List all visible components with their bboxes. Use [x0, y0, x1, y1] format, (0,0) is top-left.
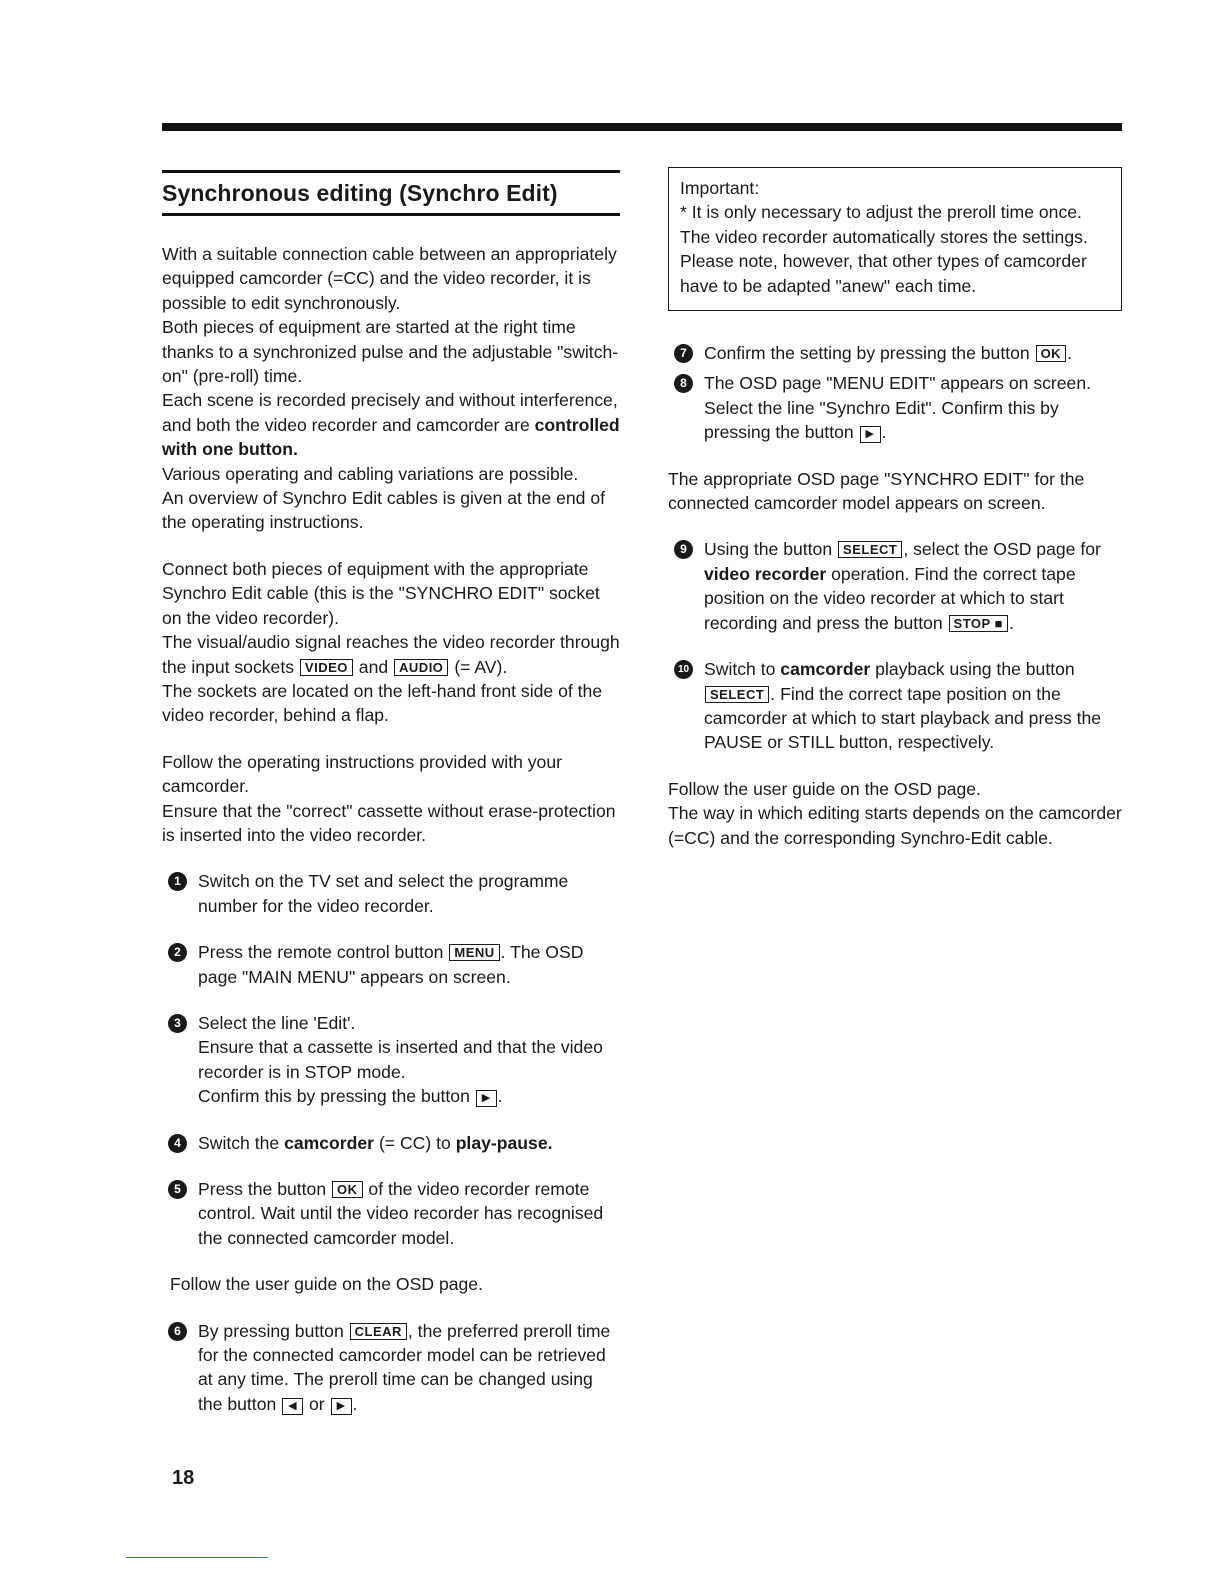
step-1 — [162, 869, 620, 918]
step-6: 6 By pressing button CLEAR , the preferred preroll time for the connected camcorder model can be retrieved at any time. The preroll time can be changed using the button ◀ or ▶ . — [162, 1319, 620, 1417]
step-10: 10 Switch to camcorder playback using the button SELECT . Find the correct tape position on the camcorder at which to start playback and press the PAUSE or STILL button, respectively. — [668, 657, 1122, 755]
intro-paragraph-4: Various operating and cabling variations are possible. — [162, 463, 579, 484]
title-rule-bottom — [162, 213, 620, 216]
step-number-10: 10 — [674, 660, 693, 679]
step-4: 4 Switch the camcorder (= CC) to play-pause. — [162, 1131, 620, 1155]
intro-paragraph-5: An overview of Synchro Edit cables is given at the end of the operating instructions. — [162, 488, 606, 533]
intro-block — [162, 242, 620, 535]
step-number-5: 5 — [168, 1180, 187, 1199]
step-2: 2 Press the remote control button MENU . The OSD page "MAIN MENU" appears on screen. — [162, 940, 620, 989]
left-column — [162, 170, 620, 1416]
step-5: 5 Press the button OK of the video recorder remote control. Wait until the video recorder has recognised the connected camcorder model. — [162, 1177, 620, 1250]
connect-block — [162, 557, 620, 728]
step-9: 9 Using the button SELECT , select the OSD page for video recorder operation. Find the correct tape position on the video recorder at which to start recording and press the button STOP ■ . — [668, 537, 1122, 635]
intro-paragraph-1: With a suitable connection cable between an appropriately equipped camcorder (=CC) and the video recorder, it is possible to edit synchronously. — [162, 244, 617, 313]
connect-paragraph-2: The visual/audio signal reaches the video recorder through the input sockets VIDEO and AUDIO (= AV). — [162, 632, 620, 677]
clear-button: CLEAR — [350, 1323, 407, 1340]
important-text: * It is only necessary to adjust the preroll time once. The video recorder automatically stores the settings. Please note, however, that other types of camcorder have to be adapted "anew" each time. — [680, 202, 1088, 296]
step-8: 8 The OSD page "MENU EDIT" appears on screen. Select the line "Synchro Edit". Confirm this by pressing the button ▶ . — [668, 371, 1122, 444]
closing-paragraph-2: The way in which editing starts depends on the camcorder (=CC) and the corresponding Synchro-Edit cable. — [668, 803, 1122, 848]
step-3: 3 Select the line 'Edit'. Ensure that a cassette is inserted and that the video recorder is in STOP mode. Confirm this by pressing the button ▶ . — [162, 1011, 620, 1109]
step-number-4: 4 — [168, 1134, 187, 1153]
title-rule-top — [162, 170, 620, 173]
forward-button: ▶ — [331, 1398, 352, 1415]
follow-paragraph-2: Ensure that the "correct" cassette without erase-protection is inserted into the video recorder. — [162, 800, 616, 845]
intro-paragraph-2: Both pieces of equipment are started at the right time thanks to a synchronized pulse and the adjustable "switch-on" (pre-roll) time. — [162, 317, 619, 387]
select-button: SELECT — [838, 541, 902, 558]
ok-button: OK — [332, 1181, 363, 1198]
osd-synchro-text: The appropriate OSD page "SYNCHRO EDIT" for the connected camcorder model appears on screen. — [668, 468, 1085, 514]
play-button-menu-edit: ▶ — [860, 426, 881, 443]
follow-block — [162, 750, 620, 848]
video-button: VIDEO — [300, 659, 353, 676]
ok-button-confirm: OK — [1036, 345, 1067, 362]
menu-button: MENU — [449, 944, 499, 961]
right-column — [668, 167, 1122, 850]
important-box — [668, 167, 1122, 311]
step-number-1: 1 — [168, 872, 187, 891]
closing-paragraph-1: Follow the user guide on the OSD page. — [668, 778, 981, 799]
step-7: 7 Confirm the setting by pressing the button OK . — [668, 341, 1122, 365]
follow-paragraph-1: Follow the operating instructions provided with your camcorder. — [162, 751, 562, 797]
closing-block — [668, 777, 1122, 850]
rewind-button: ◀ — [282, 1398, 303, 1415]
step-number-2: 2 — [168, 943, 187, 962]
stop-button: STOP ■ — [949, 615, 1008, 632]
step-1-text: Switch on the TV set and select the programme number for the video recorder. — [198, 871, 569, 916]
step-number-7: 7 — [674, 344, 693, 363]
step-number-6: 6 — [168, 1322, 187, 1341]
section-title: Synchronous editing (Synchro Edit) — [162, 180, 558, 206]
follow-osd-text: Follow the user guide on the OSD page. — [170, 1274, 483, 1295]
intro-paragraph-3: Each scene is recorded precisely and without interference, and both the video recorder and camcorder are controlled with one button. — [162, 390, 620, 460]
top-rule — [162, 123, 1122, 131]
audio-button: AUDIO — [394, 659, 448, 676]
connect-paragraph-3: The sockets are located on the left-hand front side of the video recorder, behind a flap. — [162, 680, 603, 726]
footer-link-line — [126, 1557, 268, 1558]
important-heading: Important: — [680, 178, 760, 198]
step-number-3: 3 — [168, 1014, 187, 1033]
step-number-8: 8 — [674, 374, 693, 393]
page-number: 18 — [172, 1467, 195, 1489]
select-button-camcorder: SELECT — [705, 686, 769, 703]
play-button: ▶ — [476, 1090, 497, 1107]
step-number-9: 9 — [674, 540, 693, 559]
connect-paragraph-1: Connect both pieces of equipment with the appropriate Synchro Edit cable (this is the "SYNCHRO EDIT" socket on the video recorder). — [162, 558, 600, 628]
